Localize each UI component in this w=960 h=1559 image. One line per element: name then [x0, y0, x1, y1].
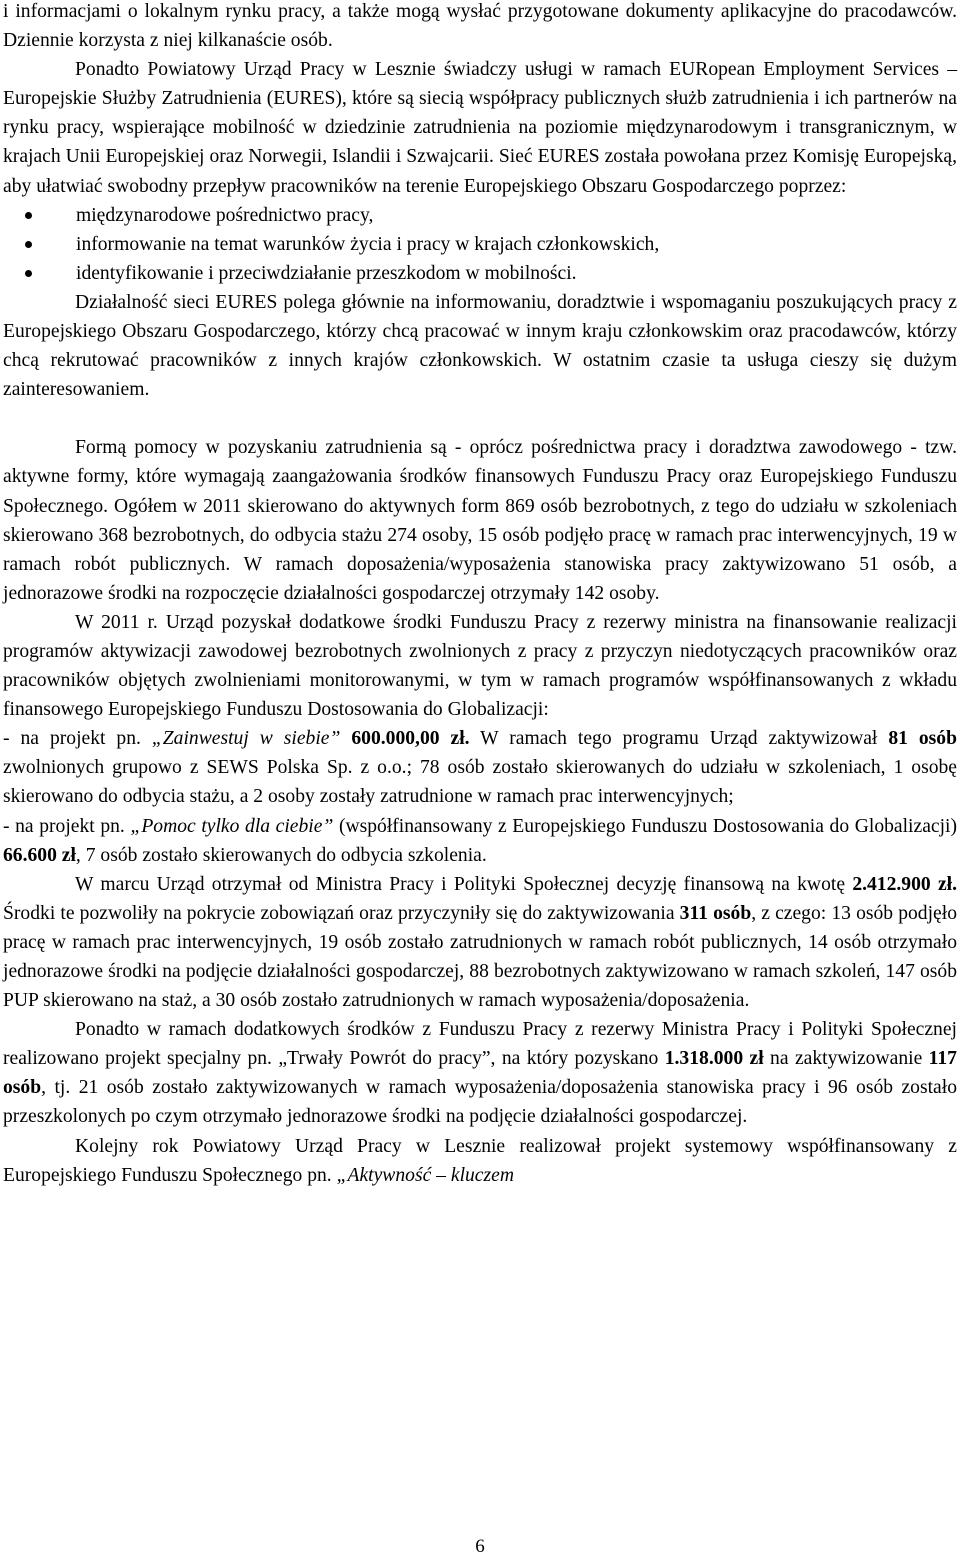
page-number: 6	[475, 1536, 485, 1557]
eures-activities-list	[3, 201, 957, 288]
text-run: , 7 osób zostało skierowanych do odbycia szkolenia.	[75, 844, 487, 866]
paragraph-project-zainwestuj	[3, 724, 957, 811]
text-run: Kolejny rok Powiatowy Urząd Pracy w Lesznie realizował projekt systemowy współfinansowany z Europejskiego Funduszu Społecznego pn.	[3, 1135, 957, 1186]
amount-value: 66.600 zł	[3, 844, 76, 866]
text-run: (współfinansowany z Europejskiego Funduszu Dostosowania do Globalizacji)	[333, 815, 957, 837]
list-item: międzynarodowe pośrednictwo pracy,	[3, 201, 957, 230]
paragraph-ministry-decision	[3, 870, 957, 1015]
document-body	[3, 0, 957, 1190]
paragraph-eures-intro: Ponadto Powiatowy Urząd Pracy w Lesznie świadczy usługi w ramach EURopean Employment Services ‒ Europejskie Służby Zatrudnienia (EURES), które są siecią współpracy publicznych służb zatrudnienia i ich partnerów na rynku pracy, wspierające mobilność w dziedzinie zatrudnienia na poziomie międzynarodowym i transgranicznym, w krajach Unii Europejskiej oraz Norwegii, Islandii i Szwajcarii. Sieć EURES została powołana przez Komisję Europejską, aby ułatwiać swobodny przepływ pracowników na terenie Europejskiego Obszaru Gospodarczego poprzez:	[3, 59, 957, 197]
project-title: „Aktywność ‒ kluczem	[336, 1164, 514, 1186]
project-title: „Pomoc tylko dla ciebie”	[130, 815, 334, 837]
count-value: 81 osób	[888, 728, 958, 750]
text-run: W marcu Urząd otrzymał od Ministra Pracy i Polityki Społecznej decyzję finansową na kwotę	[75, 873, 853, 895]
paragraph-spacer	[3, 404, 957, 433]
amount-value: 1.318.000 zł	[664, 1048, 764, 1070]
text-run: zwolnionych grupowo z SEWS Polska Sp. z o.o.; 78 osób zostało skierowanych do udziału w szkoleniach, 1 osobę skierowano do odbycia stażu, a 2 osoby zostały zatrudnione w ramach prac interwencyjnych;	[3, 757, 957, 808]
paragraph-online-service: i informacjami o lokalnym rynku pracy, a także mogą wysłać przygotowane dokumenty aplikacyjne do pracodawców. Dziennie korzysta z niej kilkanaście osób.	[3, 1, 957, 52]
text-run: na zaktywizowanie	[763, 1048, 929, 1070]
text-run: - na projekt pn.	[3, 728, 152, 750]
count-value: 117 osób	[3, 1048, 957, 1099]
paragraph-eures-activity: Działalność sieci EURES polega głównie na informowaniu, doradztwie i wspomaganiu poszukujących pracy z Europejskiego Obszaru Gospodarczego, którzy chcą pracować w innym kraju członkowskim oraz pracodawców, którzy chcą rekrutować pracowników z innych krajów członkowskich. W ostatnim czasie ta usługa cieszy się dużym zainteresowaniem.	[3, 291, 957, 401]
text-run: , tj. 21 osób zostało zaktywizowanych w ramach wyposażenia/doposażenia stanowiska pracy i 96 osób zostało przeszkolonych po czym otrzymało jednorazowe środki na podjęcie działalności gospodarczej.	[3, 1077, 957, 1128]
paragraph-active-forms: Formą pomocy w pozyskaniu zatrudnienia są - oprócz pośrednictwa pracy i doradztwa zawodowego - tzw. aktywne formy, które wymagają zaangażowania środków finansowych Funduszu Pracy oraz Europejskiego Funduszu Społecznego. Ogółem w 2011 skierowano do aktywnych form 869 osób bezrobotnych, z tego do udziału w szkoleniach skierowano 368 bezrobotnych, do odbycia stażu 274 osoby, 15 osób podjęło pracę w ramach prac interwencyjnych, 19 w ramach robót publicznych. W ramach doposażenia/wyposażenia stanowiska pracy zaktywizowano 51 osób, a jednorazowe środki na rozpoczęcie działalności gospodarczej otrzymały 142 osoby.	[3, 437, 957, 604]
text-run: , z czego: 13 osób podjęło pracę w ramach prac interwencyjnych, 19 osób zostało zatrudnionych w ramach robót publicznych, 14 osób otrzymało jednorazowe środki na podjęcie działalności gospodarczej, 88 bezrobotnych zaktywizowano w ramach szkoleń, 147 osób PUP skierowano na staż, a 30 osób zostało zatrudnionych w ramach wyposażenia/doposażenia.	[3, 902, 957, 1012]
paragraph-additional-funds: W 2011 r. Urząd pozyskał dodatkowe środki Funduszu Pracy z rezerwy ministra na finansowanie realizacji programów aktywizacji zawodowej bezrobotnych zwolnionych z pracy z przyczyn niedotyczących pracowników oraz pracowników objętych zwolnieniami monitorowanymi, w tym w ramach programów współfinansowanych z wkładu finansowego Europejskiego Funduszu Dostosowania do Globalizacji:	[3, 611, 957, 721]
text-run	[340, 728, 351, 749]
paragraph-systemic-project	[3, 1132, 957, 1190]
list-item: informowanie na temat warunków życia i pracy w krajach członkowskich,	[3, 230, 957, 259]
amount-value: 2.412.900 zł.	[852, 873, 958, 895]
count-value: 311 osób	[679, 902, 752, 924]
paragraph-special-project	[3, 1015, 957, 1131]
amount-value: 600.000,00 zł.	[351, 728, 470, 750]
text-run: - na projekt pn.	[3, 815, 131, 837]
project-title: „Zainwestuj w siebie”	[151, 728, 341, 750]
list-item: identyfikowanie i przeciwdziałanie przeszkodom w mobilności.	[3, 259, 957, 288]
paragraph-project-pomoc	[3, 812, 957, 870]
text-run: W ramach tego programu Urząd zaktywizował	[469, 728, 889, 750]
text-run: Środki te pozwoliły na pokrycie zobowiązań oraz przyczyniły się do zaktywizowania	[3, 902, 680, 924]
text-run: Ponadto w ramach dodatkowych środków z Funduszu Pracy z rezerwy Ministra Pracy i Polityki Społecznej realizowano projekt specjalny pn. „Trwały Powrót do pracy”, na który pozyskano	[3, 1019, 957, 1070]
